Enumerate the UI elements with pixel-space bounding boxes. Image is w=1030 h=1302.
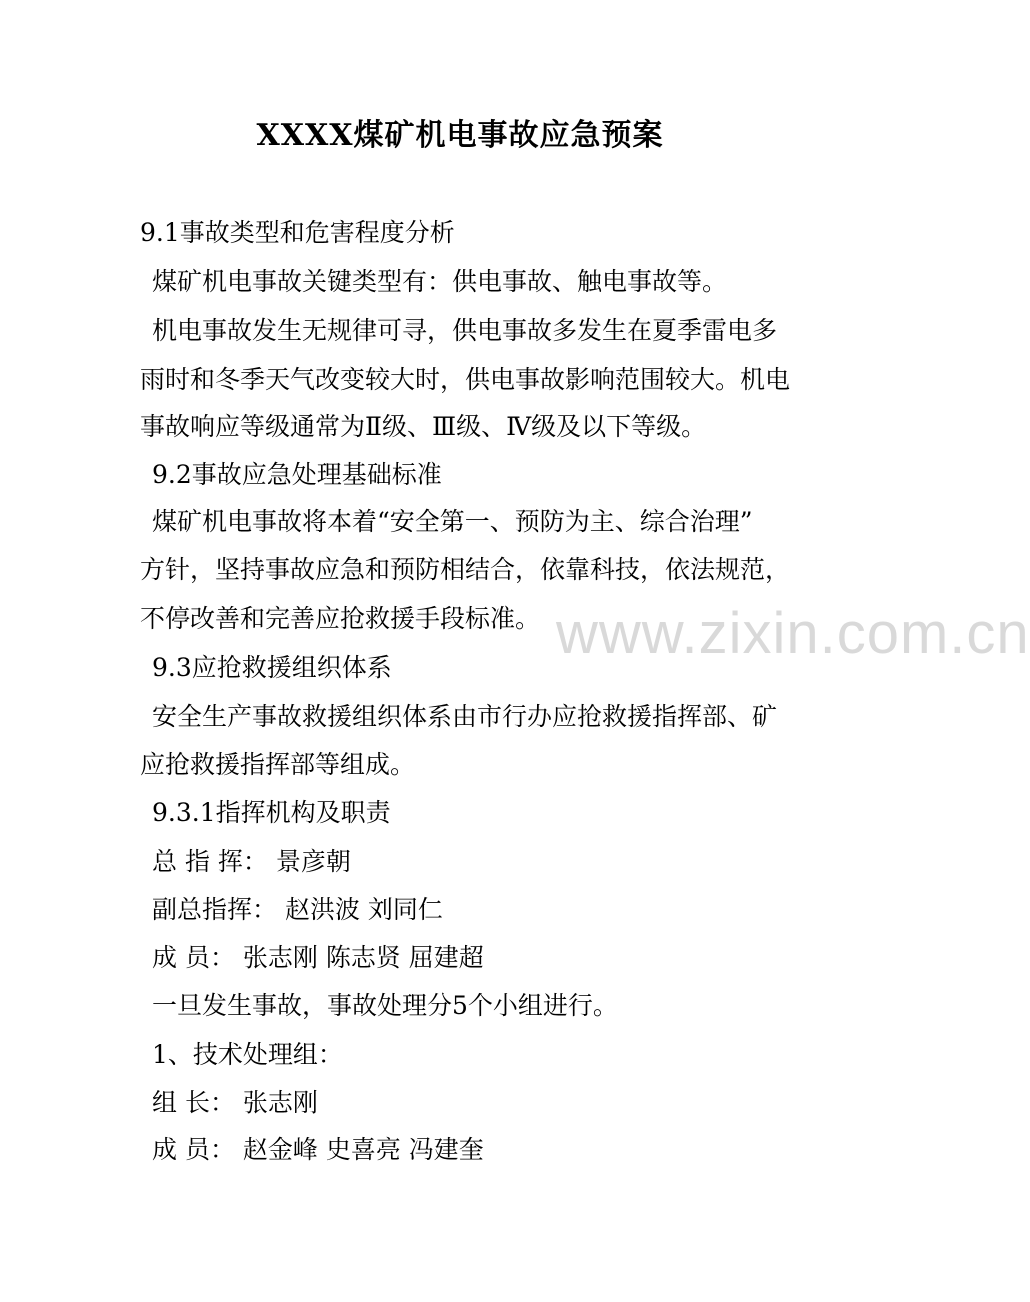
deputy-commander-line: 副总指挥： 赵洪波 刘同仁	[152, 895, 443, 924]
paragraph-line: 煤矿机电事故关键类型有：供电事故、触电事故等。	[152, 267, 728, 296]
section-heading-9-2: 9.2事故应急处理基础标准	[152, 460, 442, 489]
group-leader-line: 组 长： 张志刚	[152, 1088, 318, 1117]
paragraph-line: 应抢救援指挥部等组成。	[140, 750, 416, 779]
paragraph-line: 安全生产事故救援组织体系由市行办应抢救援指挥部、矿	[152, 702, 778, 731]
watermark: www.zixin.com.cn	[556, 601, 1030, 666]
document-title: XXXX煤矿机电事故应急预案	[256, 118, 664, 153]
section-heading-9-3: 9.3应抢救援组织体系	[152, 653, 392, 682]
paragraph-line: 雨时和冬季天气改变较大时，供电事故影响范围较大。机电	[140, 365, 791, 394]
section-heading-9-1: 9.1事故类型和危害程度分析	[140, 218, 455, 247]
paragraph-line: 不停改善和完善应抢救援手段标准。	[140, 604, 541, 633]
paragraph-line: 机电事故发生无规律可寻，供电事故多发生在夏季雷电多	[152, 316, 778, 345]
paragraph-line: 事故响应等级通常为Ⅱ级、Ⅲ级、Ⅳ级及以下等级。	[140, 412, 707, 441]
group-heading: 1、技术处理组：	[152, 1040, 343, 1069]
paragraph-line: 方针，坚持事故应急和预防相结合，依靠科技，依法规范，	[140, 555, 791, 584]
section-heading-9-3-1: 9.3.1指挥机构及职责	[152, 798, 391, 827]
paragraph-line: 煤矿机电事故将本着“安全第一、预防为主、综合治理”	[152, 507, 753, 536]
paragraph-line: 一旦发生事故，事故处理分5个小组进行。	[152, 991, 618, 1020]
members-line: 成 员： 张志刚 陈志贤 屈建超	[152, 943, 484, 972]
group-members-line: 成 员： 赵金峰 史喜亮 冯建奎	[152, 1135, 484, 1164]
commander-line: 总 指 挥： 景彦朝	[152, 847, 351, 876]
